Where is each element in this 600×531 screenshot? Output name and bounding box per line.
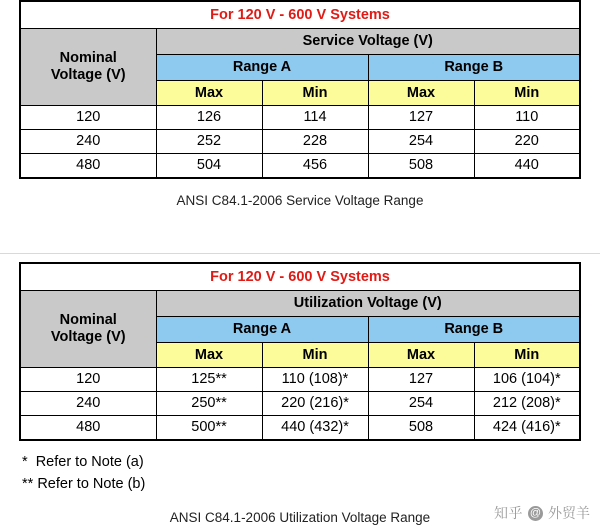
cell-range-a-min: 228 [262,130,368,154]
cell-nominal: 480 [20,154,156,179]
table-header-row-group [20,291,580,317]
table-row [20,392,580,416]
cell-nominal: 120 [20,368,156,392]
group-header: Utilization Voltage (V) [156,291,580,317]
cell-range-a-min: 456 [262,154,368,179]
cell-range-b-min: 424 (416)* [474,416,580,441]
range-b-header: Range B [368,317,580,343]
cell-range-a-max: 252 [156,130,262,154]
cell-range-a-max: 504 [156,154,262,179]
range-b-max-header: Max [368,343,474,368]
note-a: * Refer to Note (a) [22,454,144,470]
range-b-min-header: Min [474,81,580,106]
table-title: For 120 V - 600 V Systems [20,1,580,29]
cell-range-a-max: 500** [156,416,262,441]
nominal-voltage-header-line2: Voltage (V) [50,67,126,83]
range-a-header: Range A [156,55,368,81]
cell-range-b-max: 254 [368,130,474,154]
cell-nominal: 120 [20,106,156,130]
service-voltage-table [19,0,581,179]
range-b-header: Range B [368,55,580,81]
table-header-row-group [20,29,580,55]
watermark-avatar-icon: @ [529,506,542,519]
range-a-header: Range A [156,317,368,343]
cell-range-a-min: 440 (432)* [262,416,368,441]
table-notes [22,451,600,496]
cell-range-a-max: 250** [156,392,262,416]
cell-range-b-max: 508 [368,416,474,441]
cell-nominal: 480 [20,416,156,441]
utilization-voltage-table [19,262,581,441]
watermark [494,503,590,523]
range-a-max-header: Max [156,343,262,368]
cell-range-b-min: 440 [474,154,580,179]
table-row [20,416,580,441]
nominal-voltage-header-line1: Nominal [59,312,117,329]
range-a-min-header: Min [262,343,368,368]
cell-range-b-max: 127 [368,106,474,130]
group-header: Service Voltage (V) [156,29,580,55]
cell-range-a-min: 110 (108)* [262,368,368,392]
cell-range-b-max: 254 [368,392,474,416]
nominal-voltage-header [20,291,156,368]
table-row [20,154,580,179]
cell-range-b-min: 212 (208)* [474,392,580,416]
cell-range-b-max: 127 [368,368,474,392]
range-b-max-header: Max [368,81,474,106]
watermark-logo: 知乎 [494,505,523,521]
table-row [20,368,580,392]
utilization-voltage-caption: ANSI C84.1-2006 Utilization Voltage Range [169,509,431,525]
nominal-voltage-header [20,29,156,106]
section-divider [0,253,600,254]
service-voltage-section [0,0,600,208]
table-row [20,106,580,130]
utilization-voltage-section [0,262,600,525]
table-title-row [20,263,580,291]
cell-nominal: 240 [20,130,156,154]
cell-range-a-min: 220 (216)* [262,392,368,416]
cell-range-b-max: 508 [368,154,474,179]
range-b-min-header: Min [474,343,580,368]
watermark-username: 外贸羊 [548,505,590,521]
nominal-voltage-header-line2: Voltage (V) [50,329,126,345]
table-title: For 120 V - 600 V Systems [20,263,580,291]
cell-range-a-min: 114 [262,106,368,130]
range-a-min-header: Min [262,81,368,106]
cell-range-b-min: 110 [474,106,580,130]
cell-range-a-max: 126 [156,106,262,130]
note-b: ** Refer to Note (b) [22,476,146,493]
table-row [20,130,580,154]
table-title-row [20,1,580,29]
service-voltage-caption: ANSI C84.1-2006 Service Voltage Range [176,193,424,208]
cell-range-a-max: 125** [156,368,262,392]
cell-range-b-min: 220 [474,130,580,154]
cell-range-b-min: 106 (104)* [474,368,580,392]
cell-nominal: 240 [20,392,156,416]
range-a-max-header: Max [156,81,262,106]
nominal-voltage-header-line1: Nominal [59,50,117,67]
